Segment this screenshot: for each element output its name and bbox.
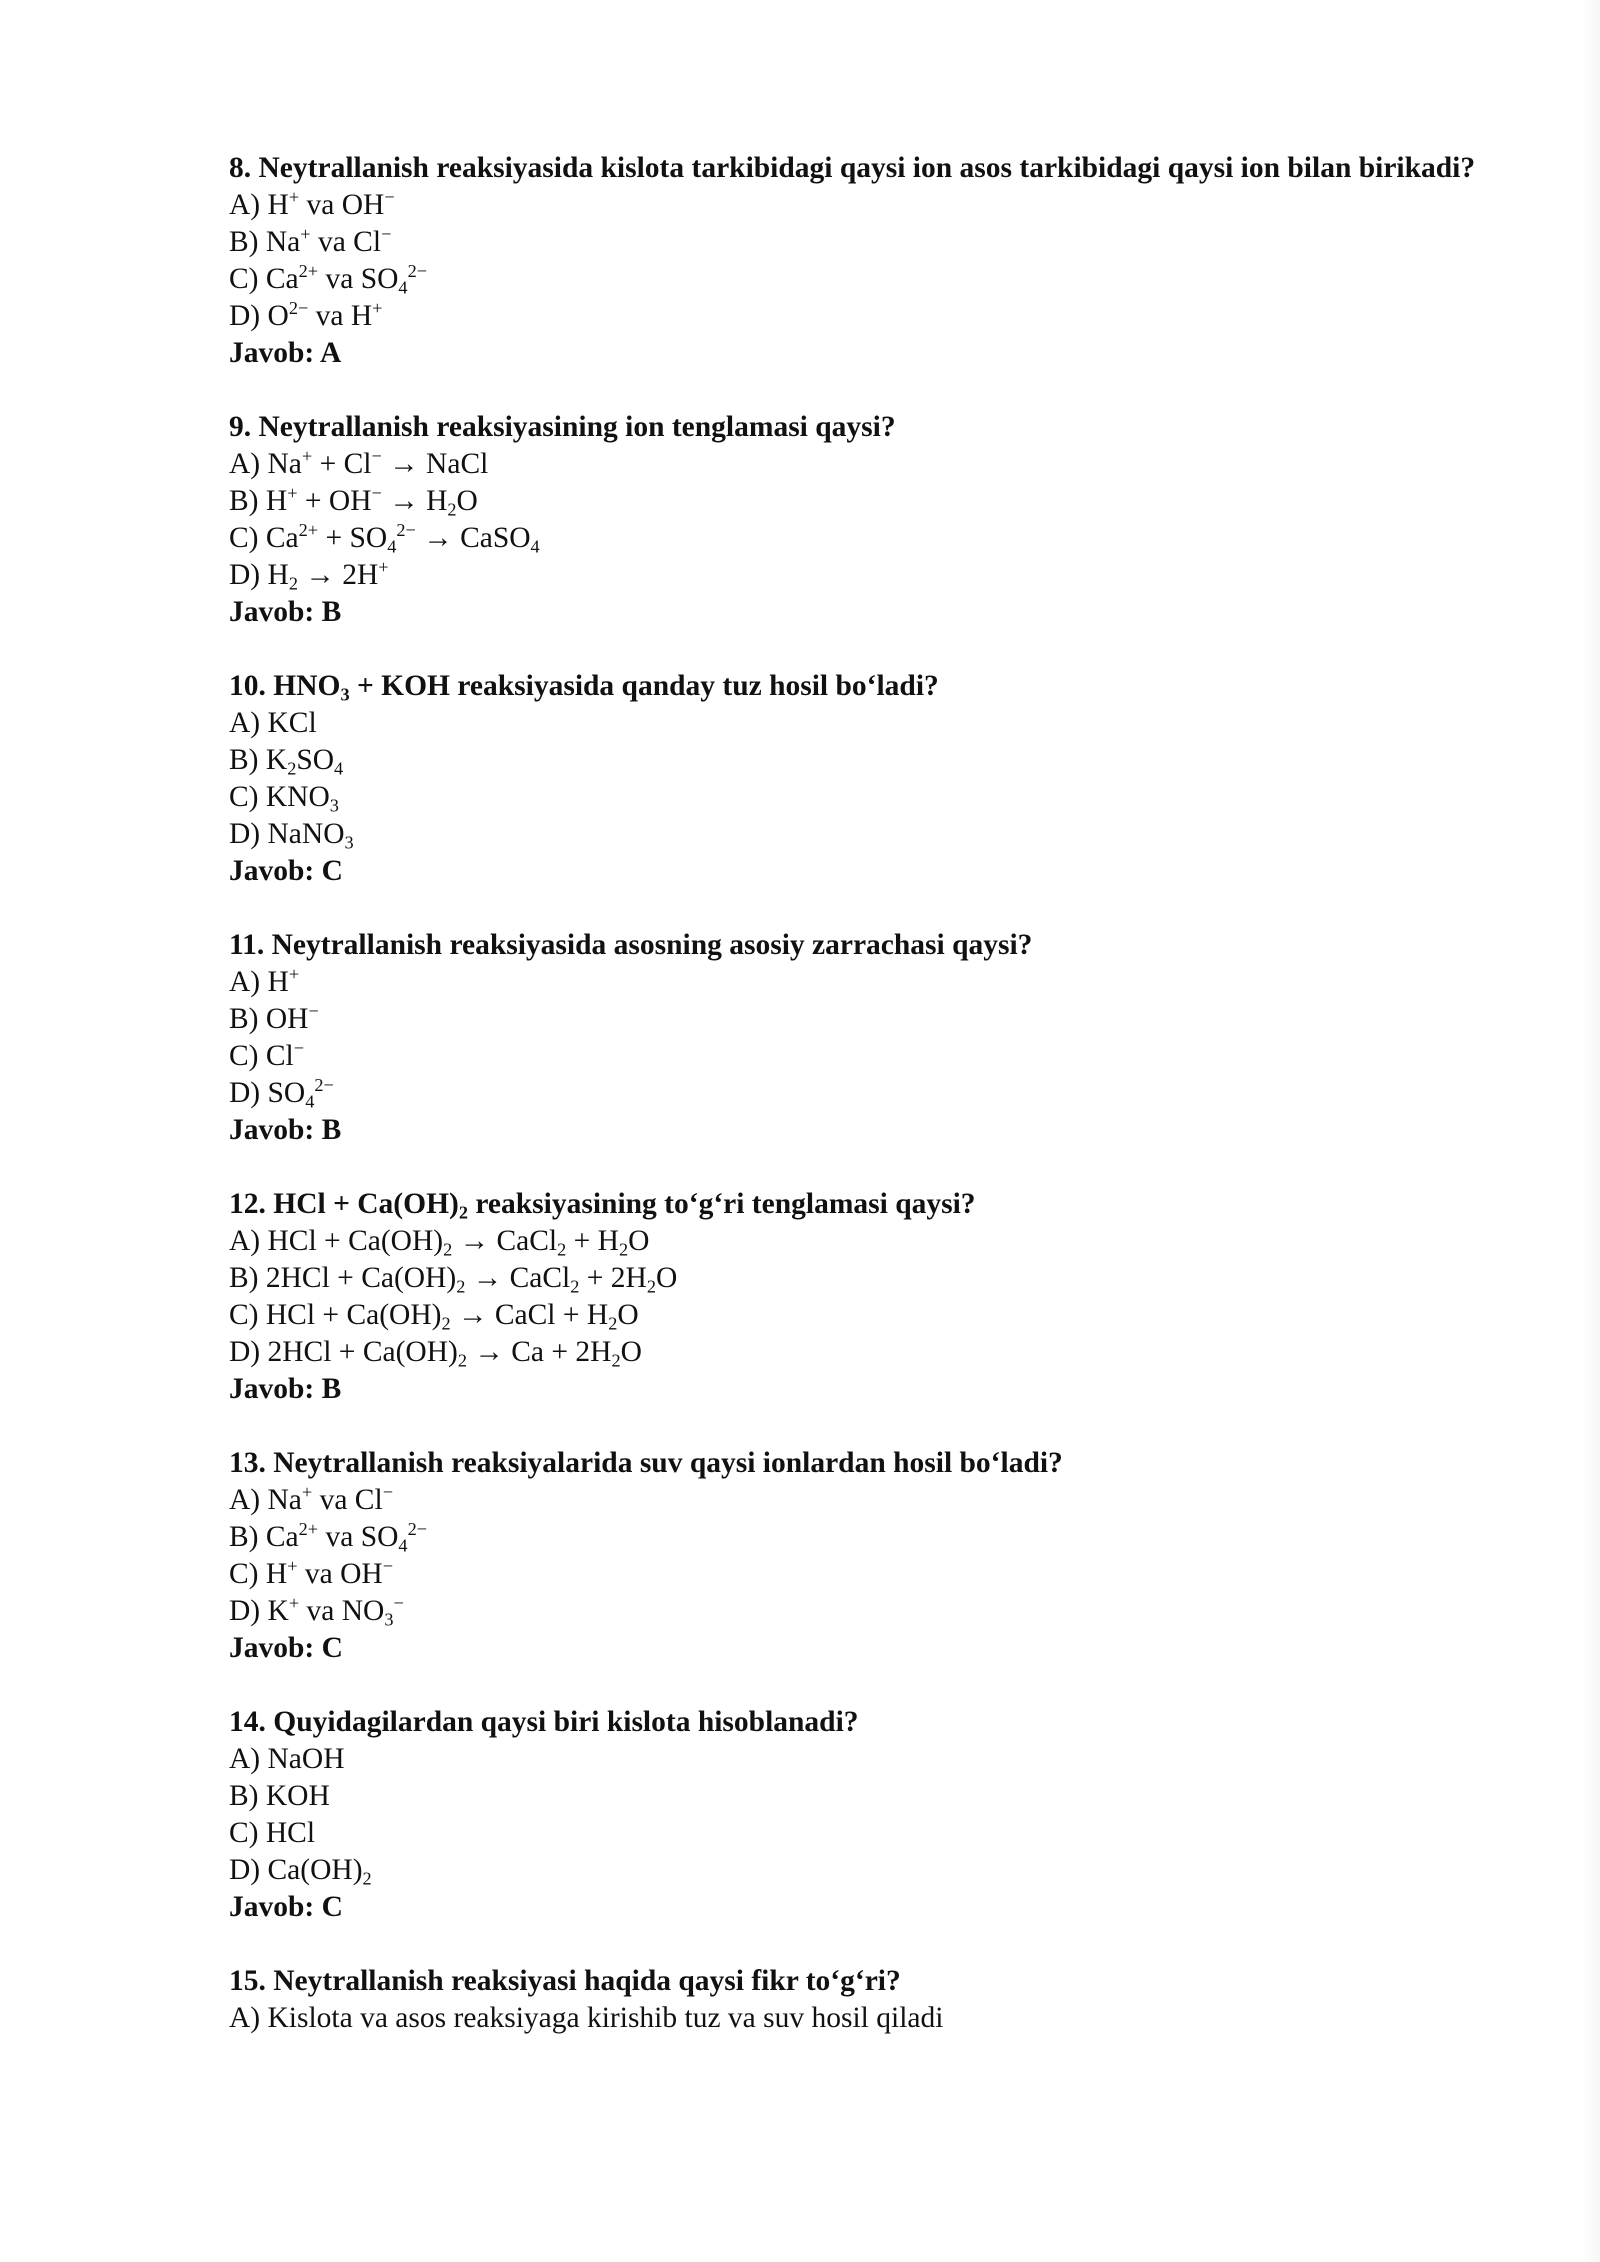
option-c: C) HCl + $Ca(OH)_2$ → CaCl + $H_2O$ — [229, 1299, 639, 1334]
question-text: 10. $HNO_3$ + KOH reaksiyasida qanday tuz hosil bo‘ladi? — [229, 670, 939, 705]
option-d: D) $SO_4^{2-}$ — [229, 1075, 334, 1112]
question-block — [229, 1704, 1479, 1926]
option-b: B) KOH — [229, 1780, 330, 1812]
answer-text: Javob: B — [229, 1114, 342, 1146]
option-d: D) K+ va $NO_3^-$ — [229, 1593, 404, 1630]
question-block — [229, 1963, 1479, 2037]
question-list — [229, 150, 1479, 2074]
question-block — [229, 150, 1479, 372]
question-block — [229, 1186, 1479, 1408]
option-c: C) Cl− — [229, 1038, 305, 1072]
question-text: 9. Neytrallanish reaksiyasining ion tenglamasi qaysi? — [229, 411, 896, 443]
option-c: C) $Ca^{2+}$ va $SO_4^{2-}$ — [229, 261, 428, 298]
option-a: A) Kislota va asos reaksiyaga kirishib tuz va suv hosil qiladi — [229, 2002, 944, 2034]
option-d: D) NaNO$_3$ — [229, 818, 354, 853]
question-text: 13. Neytrallanish reaksiyalarida suv qaysi ionlardan hosil bo‘ladi? — [229, 1447, 1063, 1479]
question-text: 14. Quyidagilardan qaysi biri kislota hisoblanadi? — [229, 1706, 859, 1738]
option-c: C) $Ca^{2+} + SO_4^{2-}$ → CaSO$_4$ — [229, 520, 540, 557]
option-d: D) $H_2 \to 2H^+$ — [229, 557, 389, 594]
option-d: D) $Ca(OH)_2$ — [229, 1854, 372, 1889]
question-block — [229, 1445, 1479, 1667]
question-text: 11. Neytrallanish reaksiyasida asosning asosiy zarrachasi qaysi? — [229, 929, 1033, 961]
question-block — [229, 668, 1479, 890]
answer-text: Javob: B — [229, 1373, 342, 1405]
option-b: B) $H^+ + OH^- \to H_2O$ — [229, 483, 478, 520]
question-block — [229, 927, 1479, 1149]
answer-text: Javob: C — [229, 855, 343, 887]
option-a: A) NaOH — [229, 1743, 345, 1775]
option-b: B) OH− — [229, 1001, 319, 1035]
option-a: A) H+ — [229, 964, 300, 998]
answer-text: Javob: C — [229, 1632, 343, 1664]
question-text: 15. Neytrallanish reaksiyasi haqida qaysi fikr to‘g‘ri? — [229, 1965, 901, 1997]
option-d: D) $O^{2-}$ va H+ — [229, 298, 383, 332]
option-c: C) H+ va OH− — [229, 1556, 394, 1590]
question-block — [229, 409, 1479, 631]
option-a: A) H+ va OH− — [229, 187, 395, 221]
question-text: 12. HCl + $Ca(OH)_2$ reaksiyasining to‘g‘ri tenglamasi qaysi? — [229, 1188, 976, 1223]
option-a: A) Na+ + Cl− → NaCl — [229, 446, 489, 480]
option-b: B) Na+ va Cl− — [229, 224, 392, 258]
page-edge-shadow — [1582, 0, 1600, 2262]
option-c: C) $KNO_3$ — [229, 781, 339, 816]
option-b: B) $2HCl + Ca(OH)_2$ → CaCl$_2$ + $2H_2O$ — [229, 1262, 678, 1297]
option-a: A) KCl — [229, 707, 317, 739]
option-b: B) $K_2SO_4$ — [229, 744, 344, 779]
option-a: A) Na+ va Cl− — [229, 1482, 393, 1516]
answer-text: Javob: A — [229, 337, 342, 369]
question-text: 8. Neytrallanish reaksiyasida kislota tarkibidagi qaysi ion asos tarkibidagi qaysi ion bilan birikadi? — [229, 152, 1476, 184]
option-d: D) $2HCl + Ca(OH)_2 \to Ca + 2H_2O$ — [229, 1336, 642, 1371]
answer-text: Javob: B — [229, 596, 342, 628]
answer-text: Javob: C — [229, 1891, 343, 1923]
option-b: B) $Ca^{2+}$ va $SO_4^{2-}$ — [229, 1519, 428, 1556]
option-a: A) HCl + $Ca(OH)_2$ → CaCl$_2$ + $H_2O$ — [229, 1225, 650, 1260]
option-c: C) HCl — [229, 1817, 316, 1849]
